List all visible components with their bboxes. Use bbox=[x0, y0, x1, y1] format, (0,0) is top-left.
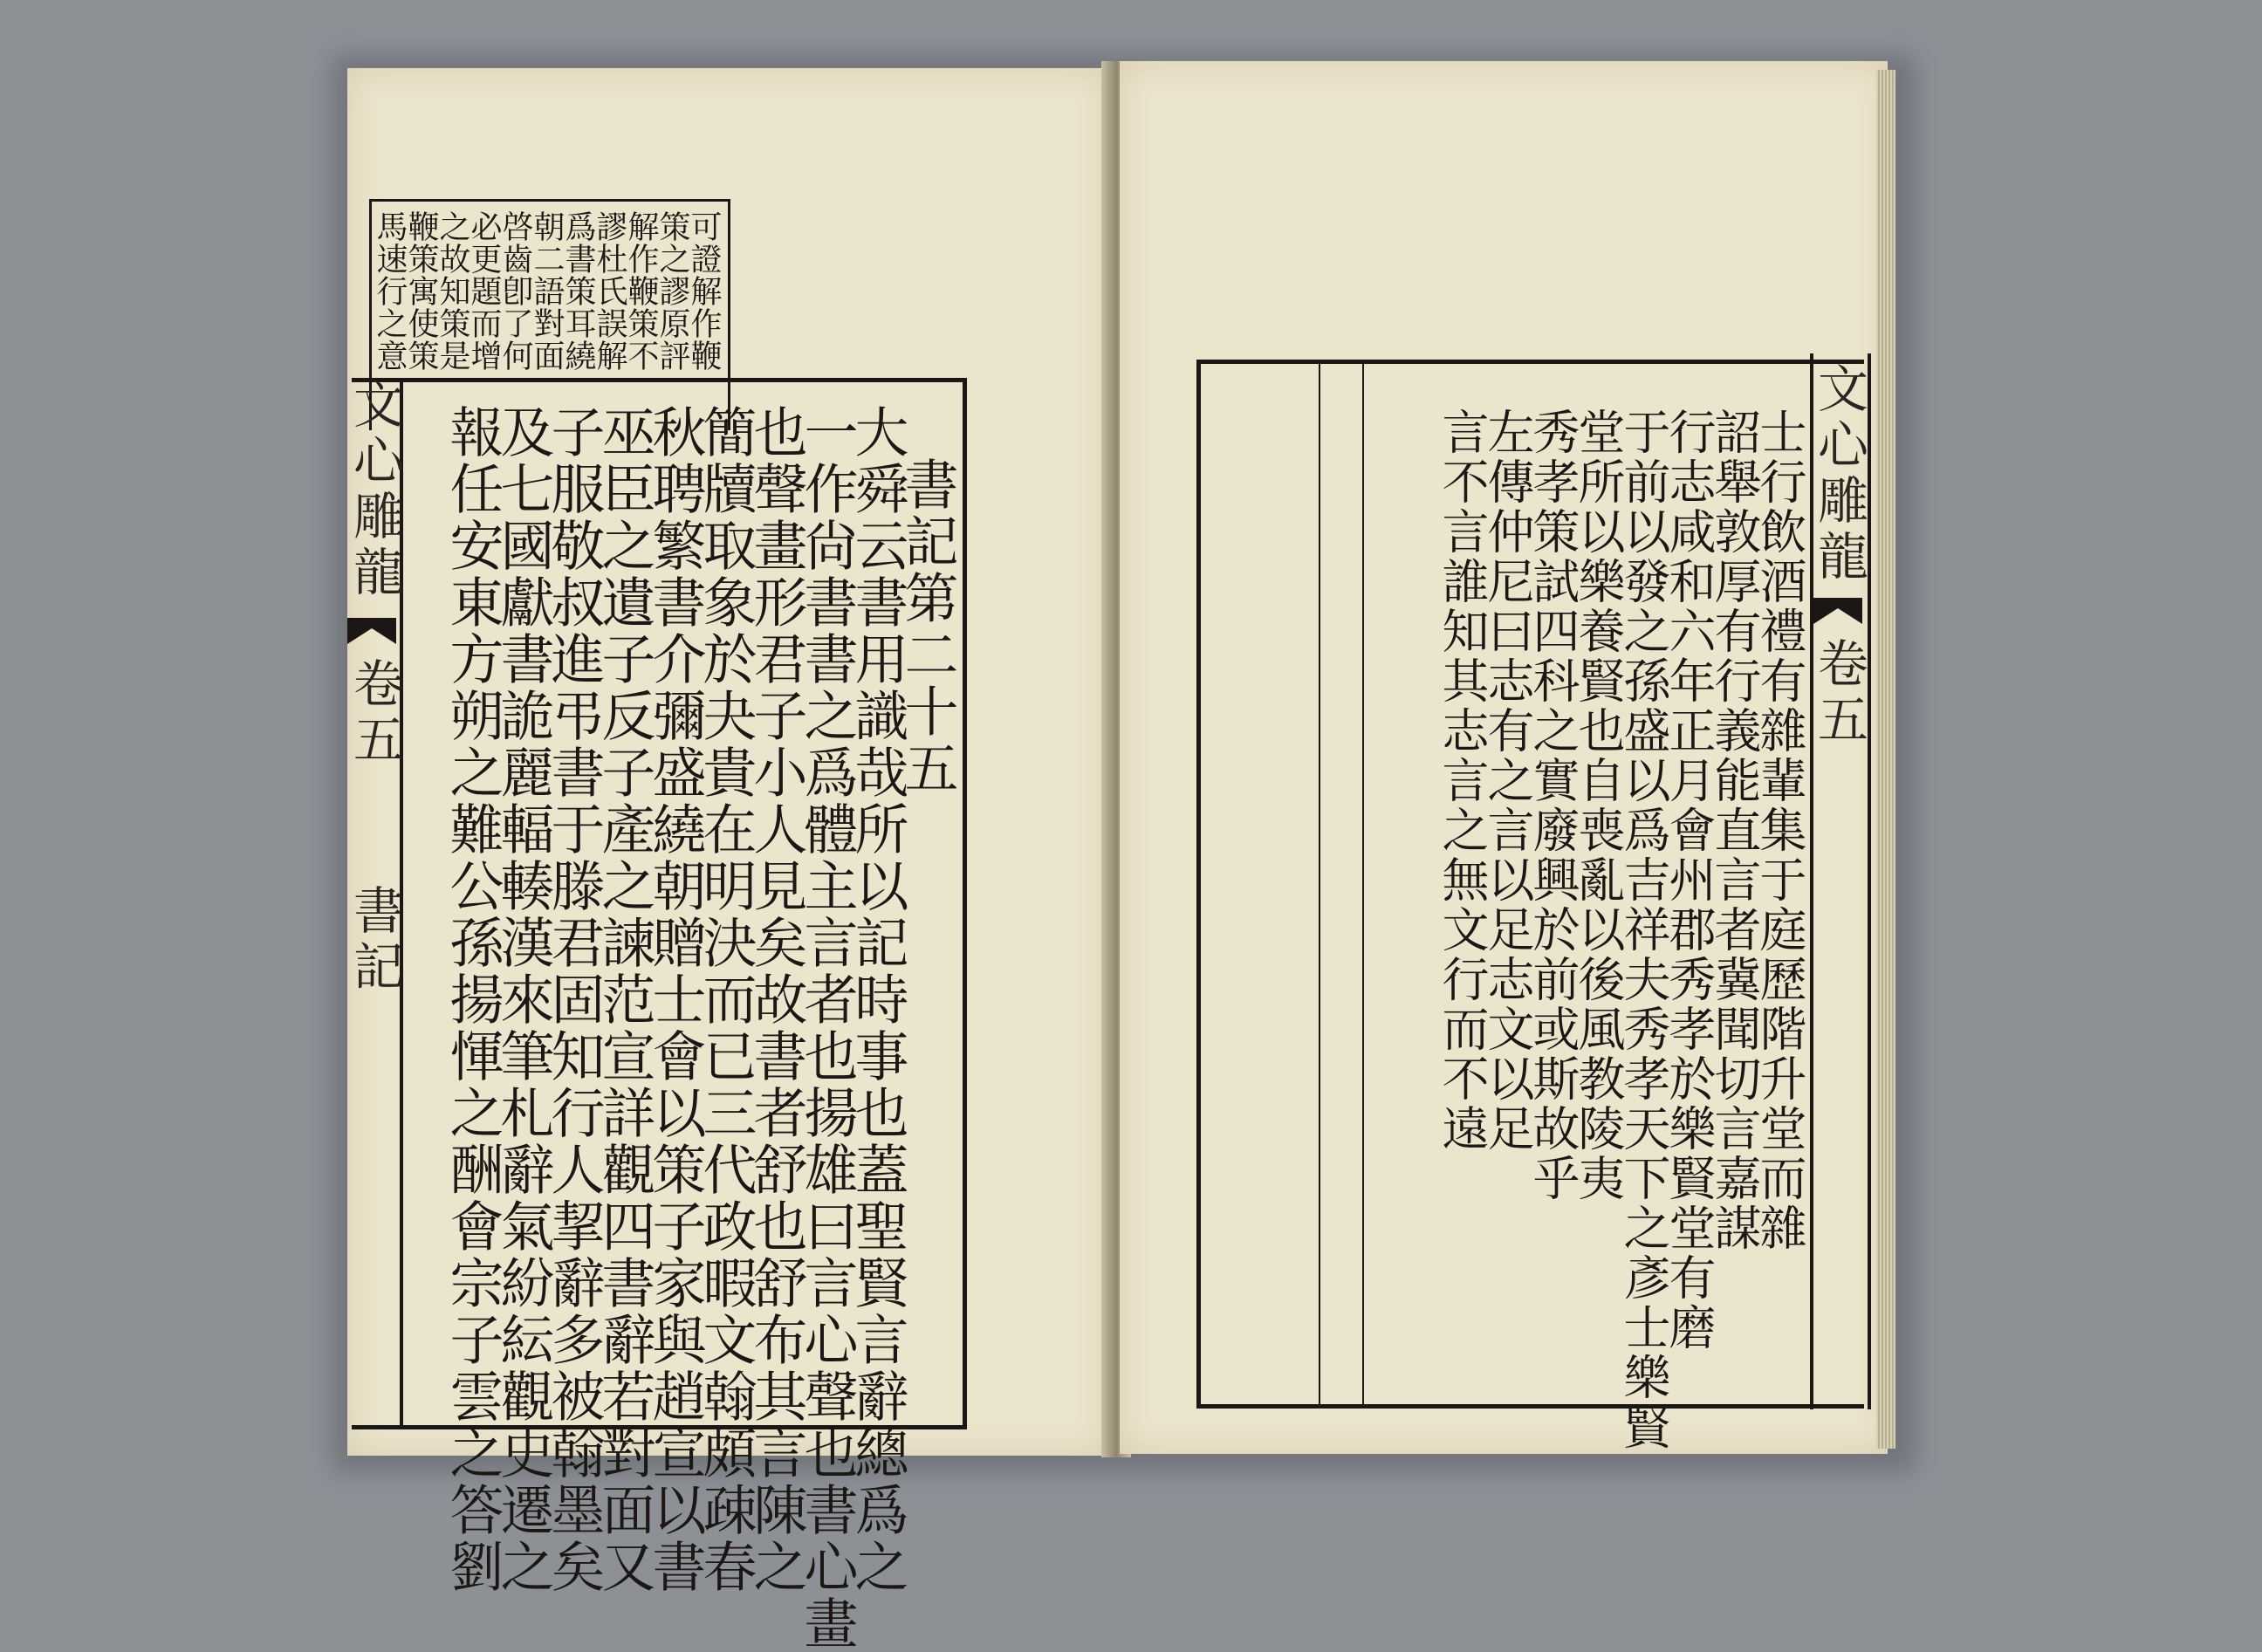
margin-title: 文心雕龍 bbox=[345, 378, 404, 601]
text-column: 左傳仲尼曰志有之言以足志文以足 bbox=[1480, 408, 1535, 1154]
chapter-title-column: 書記第二十五 bbox=[895, 456, 959, 797]
margin-fishtail bbox=[347, 618, 396, 644]
text-column: 及七國獻書詭麗輻輳漢來筆札辭氣紛紜觀史遷之 bbox=[491, 404, 555, 1595]
text-column: 解作鞭策不 bbox=[623, 210, 659, 372]
text-column: 秋聘繁書介彌盛繞朝贈士會以策子家與趙宣以書 bbox=[643, 404, 707, 1595]
text-column: 也聲畫形君子小人見矣故書者舒也舒布其言陳之 bbox=[744, 404, 808, 1595]
text-column: 子服敬叔進弔書于滕君固知行人挈辭多被翰墨矣 bbox=[542, 404, 606, 1595]
text-column: 爲書策耳繞 bbox=[560, 210, 596, 372]
right-margin-fishtail bbox=[1813, 598, 1862, 624]
right-margin-strip bbox=[1810, 353, 1871, 1409]
text-column: 報任安東方朔之難公孫揚惲之酬會宗子雲之答劉 bbox=[441, 404, 504, 1595]
page-edges bbox=[1876, 70, 1895, 1449]
margin-section: 書記 bbox=[345, 884, 404, 996]
text-column: 之故知策是 bbox=[435, 210, 470, 372]
text-column: 必更題而增 bbox=[466, 210, 502, 372]
text-column: 士行飲酒禮有雜輩集于庭歷階升堂而雜 bbox=[1752, 408, 1807, 1253]
right-margin-volume: 卷五 bbox=[1809, 637, 1868, 749]
right-text-frame bbox=[1196, 360, 1868, 1452]
right-text-columns bbox=[1435, 408, 1807, 1452]
text-column: 于前以發之孫盛以爲吉祥夫秀孝天下之彥士樂賢 bbox=[1616, 408, 1671, 1452]
margin-strip bbox=[347, 378, 403, 1425]
text-column: 堂所以樂養賢也自喪亂以後風教陵夷 bbox=[1571, 408, 1626, 1203]
text-column: 策之謬原評 bbox=[655, 210, 690, 372]
main-text-columns bbox=[435, 404, 959, 1652]
text-column: 大舜云書用識哉所以記時事也蓋聖賢言辭總爲之 bbox=[846, 404, 909, 1595]
margin-volume: 卷五 bbox=[345, 657, 404, 769]
right-page bbox=[1120, 61, 1888, 1454]
text-column: 巫臣之遺子反子產之諫范宣詳觀四書辭若對面又 bbox=[593, 404, 656, 1595]
fold-strip bbox=[1319, 360, 1364, 1407]
left-page bbox=[345, 68, 1108, 1652]
text-column: 啓齒卽了何 bbox=[497, 210, 533, 372]
text-column: 可證解作鞭 bbox=[686, 210, 722, 372]
text-column: 言不言誰知其志言之無文行而不遠 bbox=[1435, 408, 1490, 1154]
text-column: 朝二語對面 bbox=[529, 210, 565, 372]
text-column: 行志咸和六年正月會州郡秀孝於樂賢堂有磨 bbox=[1662, 408, 1717, 1353]
main-text-frame bbox=[345, 378, 967, 1652]
right-margin-title: 文心雕龍 bbox=[1809, 362, 1868, 586]
text-column: 一作尙書書之爲體主言者也揚雄曰言心聲也書心畫 bbox=[795, 404, 859, 1652]
text-column: 簡牘取象於夬貴在明決而已三代政暇文翰頗疎春 bbox=[694, 404, 757, 1595]
text-column: 詔舉敦厚有行義能直言者冀聞切言嘉謀 bbox=[1707, 408, 1762, 1253]
text-column: 鞭策寓使策 bbox=[403, 210, 439, 372]
text-column: 秀孝策試四科之實廢興於前或斯故乎 bbox=[1525, 408, 1580, 1203]
text-column: 謬杜氏誤解 bbox=[592, 210, 627, 372]
text-column: 馬速行之意 bbox=[372, 210, 408, 372]
